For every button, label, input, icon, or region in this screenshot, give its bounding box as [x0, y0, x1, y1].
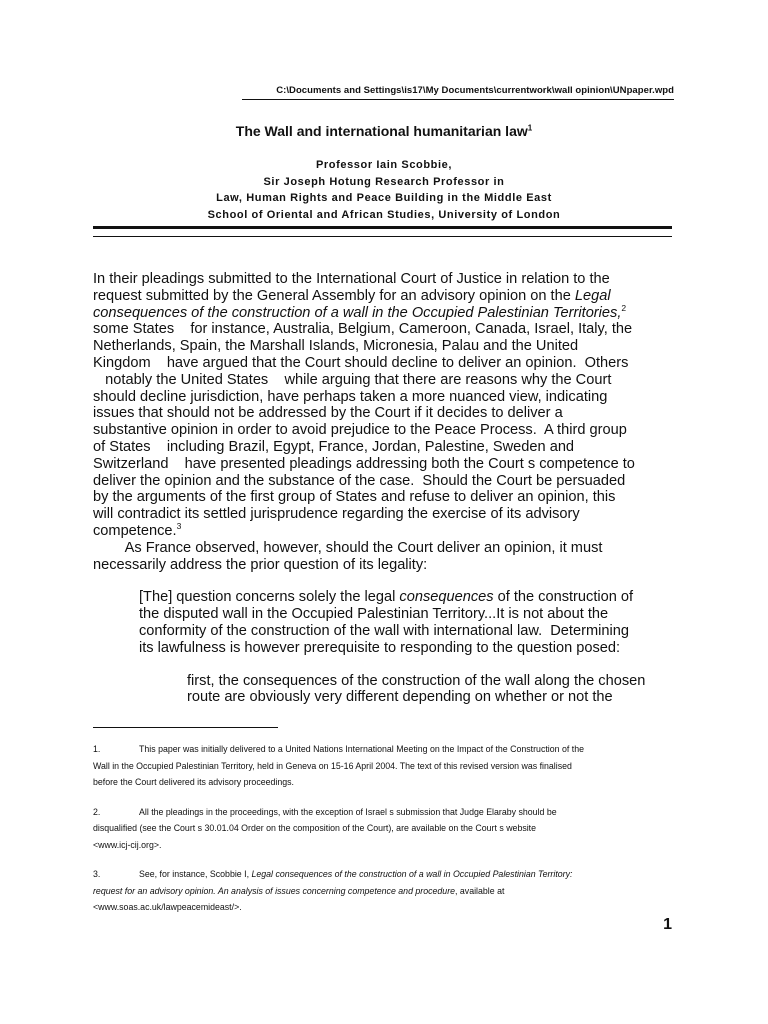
- body-line: deliver the opinion and the substance of the case. Should the Court be persuaded: [93, 472, 626, 489]
- footnote-number: 1.: [93, 744, 101, 754]
- paper-title: [0, 123, 768, 139]
- title-rule-thin: [93, 236, 672, 237]
- author-field: Law, Human Rights and Peace Building in the Middle East: [216, 192, 552, 205]
- footnote-separator: [93, 727, 278, 728]
- body-line: issues that should not be addressed by the Court if it decides to deliver a: [93, 405, 563, 422]
- footnote-3: 3. See, for instance, Scobbie I, Legal consequences of the construction of a wall in Occupied Palestinian Territory: request for an advisory opinion. An analysis of issues concerning competence and procedure, available at <www.soas.ac.uk/lawpeacemideast/>.: [93, 866, 675, 916]
- body-line: Switzerland have presented pleadings addressing both the Court s competence to: [93, 455, 635, 472]
- body-line: In their pleadings submitted to the International Court of Justice in relation to the: [93, 271, 610, 287]
- body-line: Kingdom have argued that the Court should decline to deliver an opinion. Others: [93, 354, 629, 371]
- footnotes: [93, 741, 675, 929]
- header-rule: [242, 99, 674, 100]
- body-line: by the arguments of the first group of States and refuse to deliver an opinion, this: [93, 489, 616, 506]
- footnote-ref: 2: [621, 302, 627, 313]
- quote-line: conformity of the construction of the wall with international law. Determining: [139, 622, 629, 639]
- title-footnote-ref: 1: [527, 123, 533, 133]
- body-line: will contradict its settled jurisprudence regarding the exercise of its advisory: [93, 506, 580, 523]
- title-rule-thick: [93, 226, 672, 229]
- footnote-ref: 3: [176, 521, 182, 532]
- footnote-number: 3.: [93, 869, 101, 879]
- body-line: notably the United States while arguing that there are reasons why the Court: [93, 371, 612, 388]
- quote-line: its lawfulness is however prerequisite to responding to the question posed:: [139, 639, 621, 656]
- author-name: Professor Iain Scobbie,: [315, 159, 453, 171]
- body-line: substantive opinion in order to avoid prejudice to the Peace Process. A third group: [93, 422, 627, 439]
- body-line: should decline jurisdiction, have perhaps taken a more nuanced view, indicating: [93, 388, 608, 405]
- body-line: Netherlands, Spain, the Marshall Islands, Micronesia, Palau and the United: [93, 338, 579, 355]
- quote-line: [The] question concerns solely the legal consequences of the construction of: [139, 589, 634, 606]
- nested-quote-line: first, the consequences of the construction of the wall along the chosen: [187, 672, 646, 689]
- body-line: necessarily address the prior question of its legality:: [93, 556, 428, 573]
- body-line: some States for instance, Australia, Belgium, Cameroon, Canada, Israel, Italy, the: [93, 321, 633, 338]
- page-number: 1: [663, 916, 672, 933]
- body-line: As France observed, however, should the Court deliver an opinion, it must: [93, 539, 603, 556]
- body-line: consequences of the construction of a wall in the Occupied Palestinian Territories,$^2$: [93, 302, 627, 321]
- author-block: [0, 157, 768, 223]
- author-institution: School of Oriental and African Studies, University of London: [207, 208, 561, 221]
- footnote-number: 2.: [93, 806, 101, 817]
- body-text: [93, 271, 683, 706]
- footnote-2: 2. All the pleadings in the proceedings, with the exception of Israel s submission that Judge Elaraby should be disqualified (see the Court s 30.01.04 Order on the composition of the Court), are available on the Court s website <www.icj-cij.org>.: [93, 804, 675, 854]
- quote-line: the disputed wall in the Occupied Palestinian Territory...It is not about the: [139, 606, 609, 623]
- body-line: of States including Brazil, Egypt, France, Jordan, Palestine, Sweden and: [93, 438, 575, 455]
- author-position: Sir Joseph Hotung Research Professor in: [263, 175, 505, 188]
- footnote-1: 1. This paper was initially delivered to a United Nations International Meeting on the Impact of the Construction of the Wall in the Occupied Palestinian Territory, held in Geneva on 15-16 April 2004. The text of this revised version was finalised before the Court delivered its advisory proceedings.: [93, 741, 675, 791]
- nested-quote-line: route are obviously very different depending on whether or not the: [187, 689, 613, 706]
- file-path-header: C:\Documents and Settings\is17\My Documents\currentwork\wall opinion\UNpaper.wpd: [276, 85, 674, 96]
- body-line: competence.$^3$: [93, 521, 182, 539]
- title-text: The Wall and international humanitarian law: [235, 123, 528, 139]
- body-line: request submitted by the General Assembly for an advisory opinion on the Legal: [93, 287, 611, 304]
